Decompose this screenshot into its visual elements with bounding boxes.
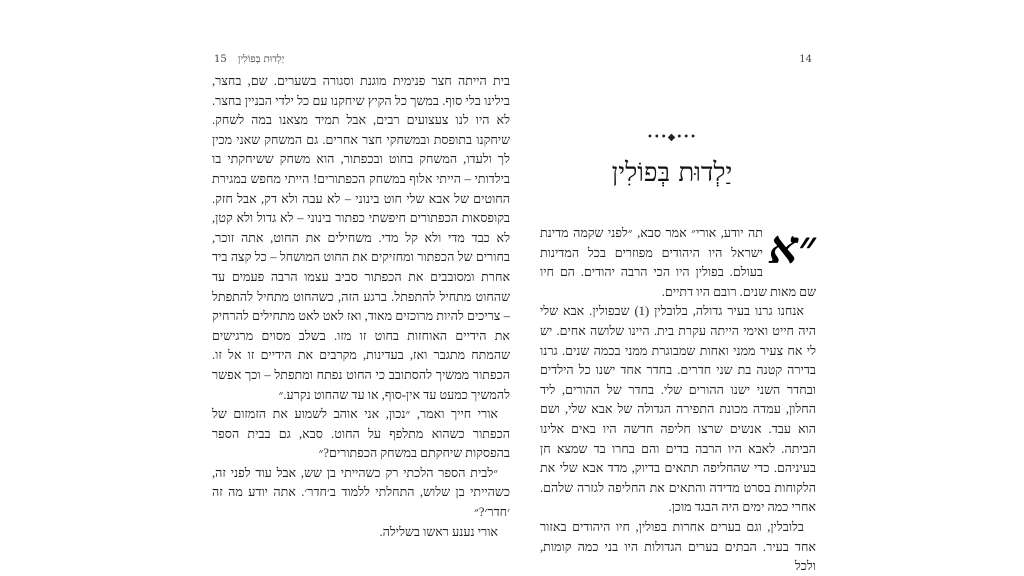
left-page-body <box>212 72 510 542</box>
paragraph: בלובלין, וגם בערים אחרות בפולין, חיו היהודים באזור אחד בעיר. הבתים בערים הגדולות היו בני כמה קומות, ולכל <box>540 519 816 574</box>
paragraph: ״לבית הספר הלכתי רק כשהייתי בן שש, אבל עוד לפני זה, כשהייתי בן שלוש, התחלתי ללמוד ב׳חדר׳. אתה יודע מה זה ׳חדר׳?״ <box>212 465 510 520</box>
paragraph: בית הייתה חצר פנימית מוגנת וסגורה בשערים. שם, בחצר, בילינו בלי סוף. במשך כל הקיץ שיחקנו עם כל ילדי הבניין בחצר. לא היו לנו צעצועים רבים, אבל תמיד מצאנו במה לשחק. שיחקנו בתופסת ובמשחקי חצר אחרים. גם המשחק שאני מכין לך ולעדו, המשחק בחוט ובכפתור, הוא משחק ששיחקתי בו בילדותי – הייתי אלוף במשחק הכפתורים! הייתי מחפש במגירת החוטים של אבא שלי חוט בינוני – לא עבה ולא דק, אבל חזק. בקופסאות הכפתורים חיפשתי כפתור בינוני – לא גדול ולא קטן, לא כבד מדי ולא קל מדי. משחילים את החוט, אתה זוכר, בחורים של הכפתור ומחזיקים את החוט המושחל – כל קצה ביד אחרת ומסובבים את הכפתור סביב עצמו הרבה פעמים עד שהחוט מתחיל להתפתל. ברגע הזה, כשהחוט מתחיל להתפתל – צריכים להיות מרוכזים מאוד, ואז לאט לאט מתחילים להרחיק את הידיים האוחזות בחוט זו מזו. בשלב מסוים מרגישים שהמתח מתגבר ואז, בעדינות, מקרבים את הידיים זו אל זו. הכפתור ממשיך להסתובב כי החוט נפתח ומתפתל – וכך אפשר להמשיך כמעט עד אין-סוף, או עד שהחוט נקרע.״ <box>212 74 510 402</box>
page-number-left: 15 <box>214 54 227 65</box>
paragraph-first <box>540 220 816 302</box>
chapter-title: יַלְדוּת בְּפוֹלִין <box>611 158 733 188</box>
paragraph: אורי חייך ואמר, ״נכון, אני אוהב לשמוע את הזמזום של הכפתור כשהוא מתלפף על החוט. סבא, גם בבית הספר בהפסקות שיחקתם במשחק הכפתורים?״ <box>212 407 510 461</box>
running-head <box>214 54 284 65</box>
right-page <box>532 0 822 576</box>
page-number-right: 14 <box>799 54 812 65</box>
right-page-body <box>540 220 816 576</box>
paragraph: אורי נענע ראשו בשלילה. <box>379 524 498 539</box>
paragraph: אנחנו גרנו בעיר גדולה, בלובלין (1) שבפולין. אבא שלי היה חייט ואימי הייתה עקרת בית. היינו שלושה אחים. יש לי אח צעיר ממני ואחות שמבוגרת ממני בכמה שנים. גרנו בדירה קטנה בת שני חדרים. בחדר אחד ישנו כל הילדים ובחדר השני ישנו ההורים שלי. בחדר של ההורים, ליד החלון, עמדה מכונת התפירה הגדולה של אבא שלי, ושם הוא עבד. אנשים שרצו חליפה חדשה היו באים אלינו הביתה. לאבא היו הרבה בדים והם בחרו בד שמצא חן בעיניהם. כדי שהחליפה תתאים בדיוק, מדד אבא שלי את הלקוחות בסרט מדידה והתאים את החליפה לגזרה שלהם. אחרי כמה ימים היה הבגד מוכן. <box>540 304 816 515</box>
drop-cap: ״א <box>768 220 816 274</box>
ornament-divider: •••◆••• <box>646 132 698 143</box>
running-head-title: יַלְדוּת בְּפוֹלִין <box>237 54 285 65</box>
left-page <box>200 0 516 576</box>
paragraph-first-text: תה יודע, אורי״ אמר סבא, ״לפני שקמה מדינת ישראל היו היהודים מפוזרים בכל המדינות בעולם. בפולין היו הכי הרבה יהודים. הם חיו שם מאות שנים. רובם היו דתיים. <box>540 226 816 299</box>
